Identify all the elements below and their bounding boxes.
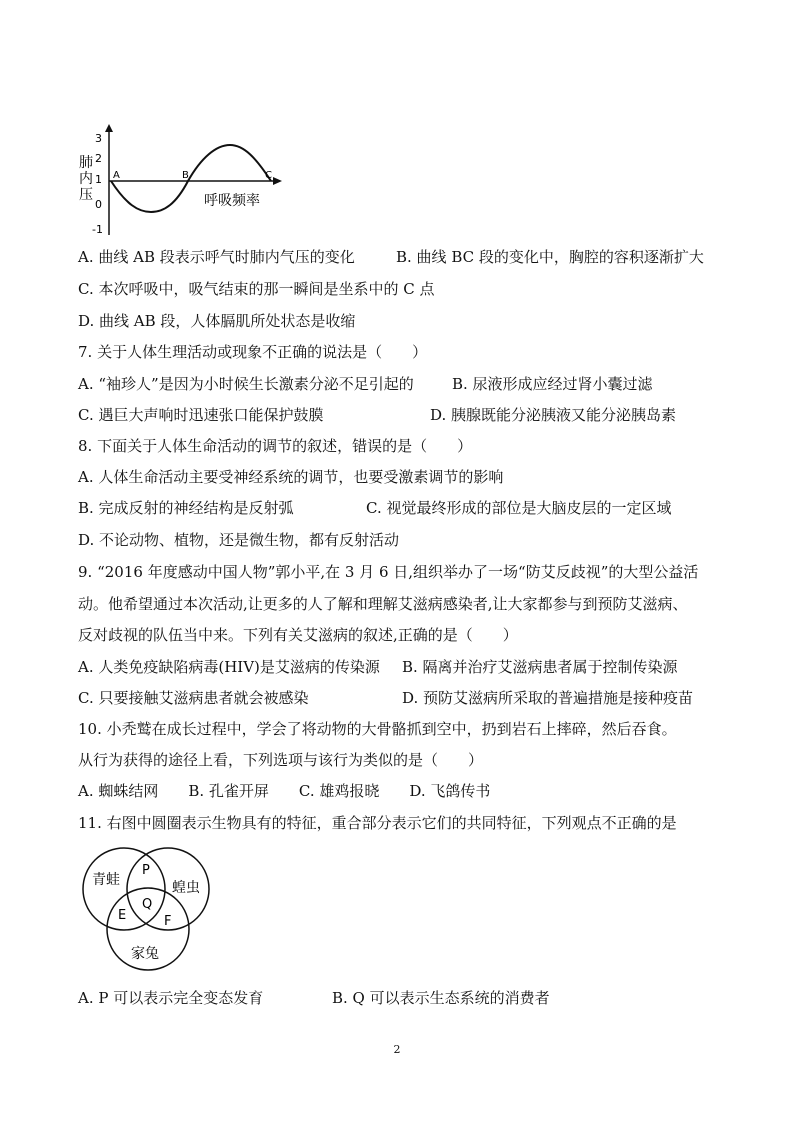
venn-label-locust: 蝗虫 xyxy=(172,880,200,896)
q8-option-b: B. 完成反射的神经结构是反射弧 xyxy=(78,499,294,517)
graph-xlabel: 呼吸频率 xyxy=(204,193,260,209)
venn-label-frog: 青蛙 xyxy=(92,872,120,888)
graph-point-b: B xyxy=(182,170,189,181)
q7-option-a: A. “袖珍人”是因为小时候生长激素分泌不足引起的 xyxy=(78,375,414,393)
q10-stem-line2: 从行为获得的途径上看，下列选项与该行为类似的是（ ） xyxy=(78,751,484,769)
graph-ytick: 3 xyxy=(95,132,102,145)
venn-region-p: P xyxy=(142,863,150,878)
graph-y-arrow xyxy=(105,124,113,132)
graph-ytick: 1 xyxy=(95,173,102,186)
q10-options: A. 蜘蛛结网 B. 孔雀开屏 C. 雄鸡报晓 D. 飞鸽传书 xyxy=(78,782,491,800)
q11-option-b: B. Q 可以表示生态系统的消费者 xyxy=(332,989,550,1007)
q7-option-c: C. 遇巨大声响时迅速张口能保护鼓膜 xyxy=(78,406,324,424)
q6-option-c: C. 本次呼吸中，吸气结束的那一瞬间是坐系中的 C 点 xyxy=(78,280,435,298)
q9-option-a: A. 人类免疫缺陷病毒(HIV)是艾滋病的传染源 xyxy=(78,658,380,676)
graph-ylabel-char-2: 内 xyxy=(79,171,93,187)
q10-stem-line1: 10. 小秃鹫在成长过程中，学会了将动物的大骨骼抓到空中，扔到岩石上摔碎，然后吞食。 xyxy=(78,720,677,738)
graph-ytick: -1 xyxy=(92,223,103,236)
venn-diagram xyxy=(76,840,226,975)
q11-option-a: A. P 可以表示完全变态发育 xyxy=(78,989,264,1007)
page-number: 2 xyxy=(393,1043,401,1056)
q8-option-a: A. 人体生命活动主要受神经系统的调节，也要受激素调节的影响 xyxy=(78,468,504,486)
q7-stem: 7. 关于人体生理活动或现象不正确的说法是（ ） xyxy=(78,343,428,361)
q9-option-b: B. 隔离并治疗艾滋病患者属于控制传染源 xyxy=(402,658,678,676)
q7-option-b: B. 尿液形成应经过肾小囊过滤 xyxy=(452,375,653,393)
graph-point-a: A xyxy=(113,170,120,181)
q8-stem: 8. 下面关于人体生命活动的调节的叙述，错误的是（ ） xyxy=(78,437,473,455)
graph-point-c: C xyxy=(265,170,272,181)
q7-option-d: D. 胰腺既能分泌胰液又能分泌胰岛素 xyxy=(430,406,677,424)
venn-region-f: F xyxy=(164,914,172,929)
venn-region-q: Q xyxy=(142,897,153,912)
q11-stem: 11. 右图中圆圈表示生物具有的特征，重合部分表示它们的共同特征，下列观点不正确的是 xyxy=(78,814,677,832)
graph-ytick: 2 xyxy=(95,152,102,165)
q9-option-d: D. 预防艾滋病所采取的普遍措施是接种疫苗 xyxy=(402,689,694,707)
q9-stem-line1: 9. “2016 年度感动中国人物”郭小平,在 3 月 6 日,组织举办了一场“防艾反歧视”的大型公益活 xyxy=(78,563,699,581)
venn-region-e: E xyxy=(118,908,127,923)
q6-option-d: D. 曲线 AB 段，人体膈肌所处状态是收缩 xyxy=(78,312,356,330)
q9-stem-line2: 动。他希望通过本次活动,让更多的人了解和理解艾滋病感染者,让大家都参与到预防艾滋病、 xyxy=(78,595,688,613)
q8-option-c: C. 视觉最终形成的部位是大脑皮层的一定区域 xyxy=(366,499,672,517)
lung-pressure-graph xyxy=(76,120,296,240)
graph-ylabel-char-1: 肺 xyxy=(79,155,93,171)
q9-option-c: C. 只要接触艾滋病患者就会被感染 xyxy=(78,689,309,707)
graph-ylabel xyxy=(79,154,93,203)
graph-x-arrow xyxy=(273,177,282,185)
q8-option-d: D. 不论动物、植物，还是微生物，都有反射活动 xyxy=(78,531,400,549)
venn-label-rabbit: 家兔 xyxy=(131,946,159,962)
q9-stem-line3: 反对歧视的队伍当中来。下列有关艾滋病的叙述,正确的是（ ） xyxy=(78,626,518,644)
q6-option-a: A. 曲线 AB 段表示呼气时肺内气压的变化 xyxy=(78,248,355,266)
q6-option-b: B. 曲线 BC 段的变化中，胸腔的容积逐渐扩大 xyxy=(396,248,704,266)
graph-ytick: 0 xyxy=(95,198,102,211)
graph-ylabel-char-3: 压 xyxy=(79,187,93,203)
